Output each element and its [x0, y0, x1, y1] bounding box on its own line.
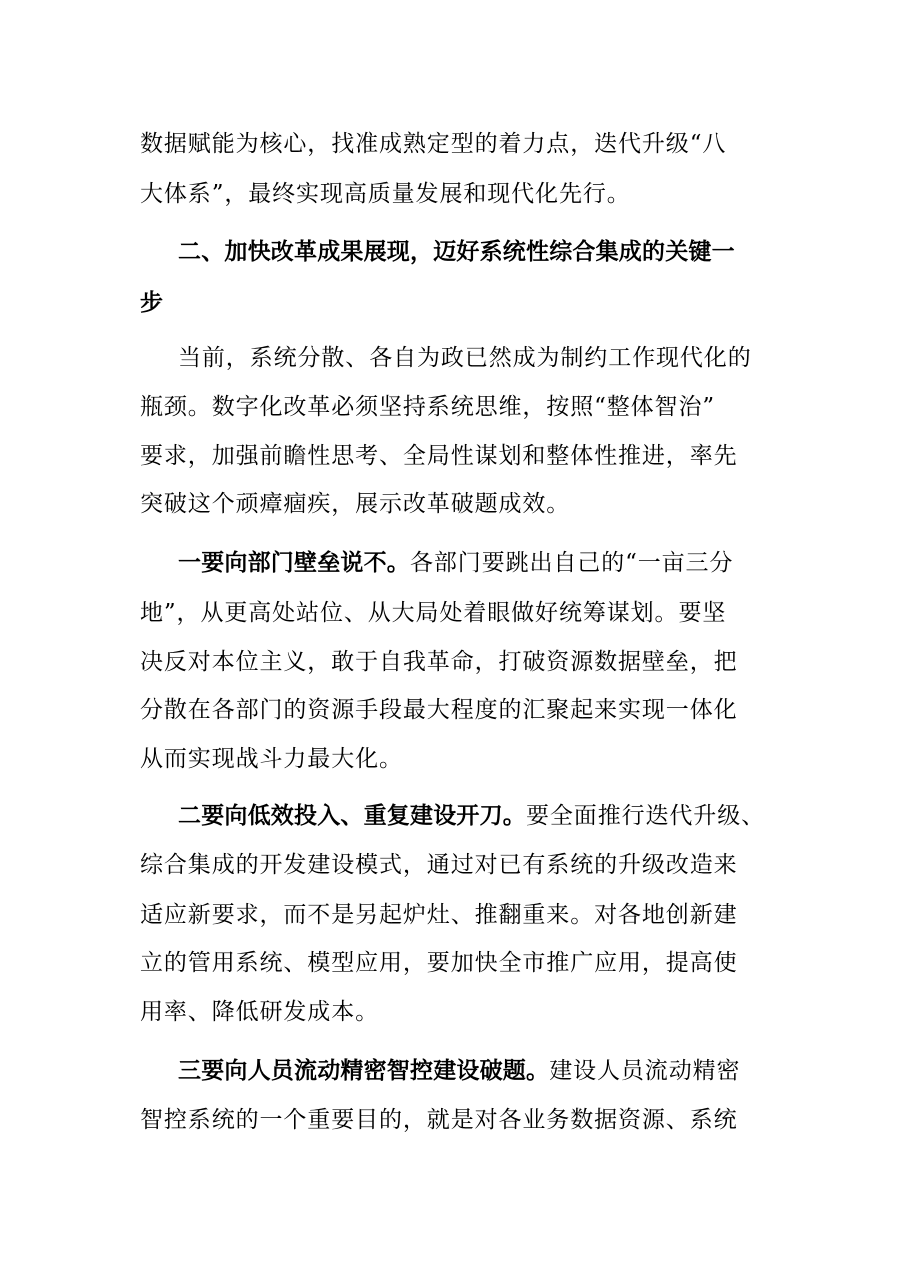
paragraph-lead: 一要向部门壁垒说不。 [178, 549, 410, 576]
paragraph-text: 各部门要跳出自己的“一亩三分 [410, 550, 734, 576]
section-heading: 步 [140, 289, 164, 316]
paragraph-line: 数据赋能为核心，找准成熟定型的着力点，迭代升级“八 [140, 131, 727, 157]
paragraph-line: 适应新要求，而不是另起炉灶、推翻重来。对各地创新建 [140, 902, 738, 928]
paragraph-line: 瓶颈。数字化改革必须坚持系统思维，按照“整体智治” [140, 394, 716, 420]
paragraph-line: 智控系统的一个重要目的，就是对各业务数据资源、系统 [140, 1107, 738, 1133]
paragraph-line: 分散在各部门的资源手段最大程度的汇聚起来实现一体化 [140, 697, 738, 723]
section-heading: 二、加快改革成果展现，迈好系统性综合集成的关键一 [178, 238, 735, 265]
paragraph-text: 建设人员流动精密 [549, 1058, 741, 1084]
paragraph-lead: 三要向人员流动精密智控建设破题。 [178, 1057, 550, 1084]
paragraph-first-line [178, 803, 765, 829]
paragraph-text: 要全面推行迭代升级、 [526, 803, 765, 829]
paragraph-first-line [178, 1058, 740, 1084]
paragraph-line: 地”，从更高处站位、从大局处着眼做好统筹谋划。要坚 [140, 600, 727, 626]
paragraph-line: 要求，加强前瞻性思考、全局性谋划和整体性推进，率先 [140, 443, 738, 469]
paragraph-line: 从而实现战斗力最大化。 [140, 746, 403, 772]
paragraph-line: 用率、降低研发成本。 [140, 999, 379, 1025]
paragraph-line: 综合集成的开发建设模式，通过对已有系统的升级改造来 [140, 852, 738, 878]
paragraph-first-line [178, 550, 733, 576]
paragraph-line: 立的管用系统、模型应用，要加快全市推广应用，提高使 [140, 950, 738, 976]
paragraph-line: 大体系”，最终实现高质量发展和现代化先行。 [140, 181, 631, 207]
paragraph-line: 当前，系统分散、各自为政已然成为制约工作现代化的 [178, 345, 752, 371]
paragraph-lead: 二要向低效投入、重复建设开刀。 [178, 802, 526, 829]
paragraph-line: 突破这个顽瘴痼疾，展示改革破题成效。 [140, 491, 571, 517]
paragraph-line: 决反对本位主义，敢于自我革命，打破资源数据壁垒，把 [140, 649, 738, 675]
